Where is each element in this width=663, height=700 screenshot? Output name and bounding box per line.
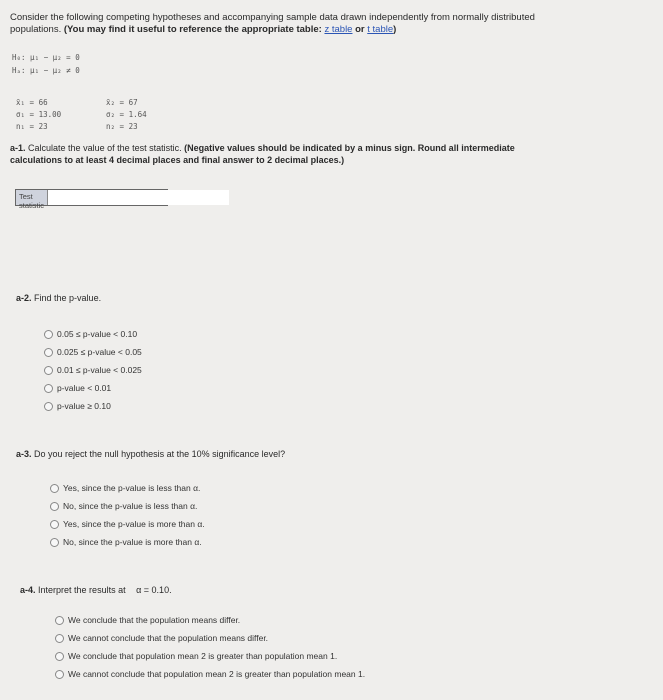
q1-prompt: [10, 142, 650, 166]
q2-option-label: 0.05 ≤ p-value < 0.10: [57, 329, 138, 339]
q4-options: [55, 611, 365, 683]
z-table-link[interactable]: z table: [324, 24, 353, 35]
close-paren: ): [393, 24, 397, 35]
q2-option[interactable]: [44, 397, 142, 415]
or-text: or: [355, 24, 365, 35]
q3-text: Do you reject the null hypothesis at the 10% significance level?: [34, 449, 286, 459]
radio-icon[interactable]: [44, 402, 53, 411]
q2-option-label: p-value ≥ 0.10: [57, 401, 111, 411]
q2-option[interactable]: [44, 379, 142, 397]
sample1-n: n₁ = 23: [16, 122, 48, 131]
radio-icon[interactable]: [55, 634, 64, 643]
intro-populations: populations.: [10, 24, 62, 35]
q2-option-label: 0.01 ≤ p-value < 0.025: [57, 365, 142, 375]
null-hypothesis: H₀: μ₁ − μ₂ = 0: [12, 53, 80, 62]
q4-alpha: α = 0.10.: [136, 585, 172, 595]
test-statistic-row: [15, 189, 168, 210]
q4-option[interactable]: [55, 647, 365, 665]
q1-instructions-2: calculations to at least 4 decimal places and final answer to 2 decimal places.): [10, 155, 345, 165]
q4-option-label: We cannot conclude that population mean 2 is greater than population mean 1.: [68, 669, 366, 679]
radio-icon[interactable]: [50, 484, 59, 493]
radio-icon[interactable]: [55, 670, 64, 679]
t-table-link[interactable]: t table: [367, 24, 394, 35]
q3-option-label: No, since the p-value is more than α.: [63, 537, 202, 547]
q2-number: a-2.: [16, 293, 32, 303]
q3-option-label: Yes, since the p-value is less than α.: [63, 483, 201, 493]
q2-option-label: p-value < 0.01: [57, 383, 112, 393]
q4-text: Interpret the results at: [38, 585, 126, 595]
q2-text: Find the p-value.: [34, 293, 102, 303]
radio-icon[interactable]: [44, 330, 53, 339]
q2-options: [44, 325, 142, 415]
q3-option[interactable]: [50, 515, 205, 533]
test-statistic-input[interactable]: [48, 190, 229, 205]
q3-option[interactable]: [50, 479, 205, 497]
q2-option[interactable]: [44, 361, 142, 379]
q3-option[interactable]: [50, 497, 205, 515]
q3-options: [50, 479, 205, 551]
radio-icon[interactable]: [44, 384, 53, 393]
q4-prompt: [20, 584, 172, 596]
alt-hypothesis: Hₐ: μ₁ − μ₂ ≠ 0: [12, 66, 80, 75]
q4-number: a-4.: [20, 585, 36, 595]
q3-option-label: No, since the p-value is less than α.: [63, 501, 198, 511]
question-intro: [10, 12, 655, 36]
q4-option-label: We conclude that population mean 2 is greater than population mean 1.: [68, 651, 338, 661]
sample2-mean: x̄₂ = 67: [106, 98, 138, 107]
q4-option[interactable]: [55, 665, 365, 683]
q1-number: a-1.: [10, 143, 26, 153]
radio-icon[interactable]: [50, 520, 59, 529]
q2-option[interactable]: [44, 325, 142, 343]
sample1-mean: x̄₁ = 66: [16, 98, 48, 107]
radio-icon[interactable]: [50, 502, 59, 511]
q3-prompt: [16, 448, 285, 460]
intro-table-hint: (You may find it useful to reference the appropriate table:: [63, 24, 322, 35]
q4-option[interactable]: [55, 611, 365, 629]
q4-option-label: We conclude that the population means differ.: [68, 615, 241, 625]
radio-icon[interactable]: [50, 538, 59, 547]
intro-line1: Consider the following competing hypotheses and accompanying sample data drawn independently from normally distributed: [10, 12, 535, 23]
radio-icon[interactable]: [44, 348, 53, 357]
q1-instructions-1: (Negative values should be indicated by a minus sign. Round all intermediate: [184, 143, 515, 153]
sample1-sd: σ₁ = 13.00: [16, 110, 62, 119]
radio-icon[interactable]: [55, 652, 64, 661]
radio-icon[interactable]: [55, 616, 64, 625]
q3-number: a-3.: [16, 449, 32, 459]
q3-option[interactable]: [50, 533, 205, 551]
intro-line2: [10, 24, 655, 36]
q2-option-label: 0.025 ≤ p-value < 0.05: [57, 347, 142, 357]
q3-option-label: Yes, since the p-value is more than α.: [63, 519, 205, 529]
q2-option[interactable]: [44, 343, 142, 361]
sample2-n: n₂ = 23: [106, 122, 138, 131]
q4-option-label: We cannot conclude that the population means differ.: [68, 633, 269, 643]
test-statistic-label: Test statistic: [16, 190, 48, 205]
sample2-sd: σ₂ = 1.64: [106, 110, 147, 119]
q2-prompt: [16, 292, 101, 304]
q1-text: Calculate the value of the test statistic.: [28, 143, 182, 153]
radio-icon[interactable]: [44, 366, 53, 375]
q4-option[interactable]: [55, 629, 365, 647]
